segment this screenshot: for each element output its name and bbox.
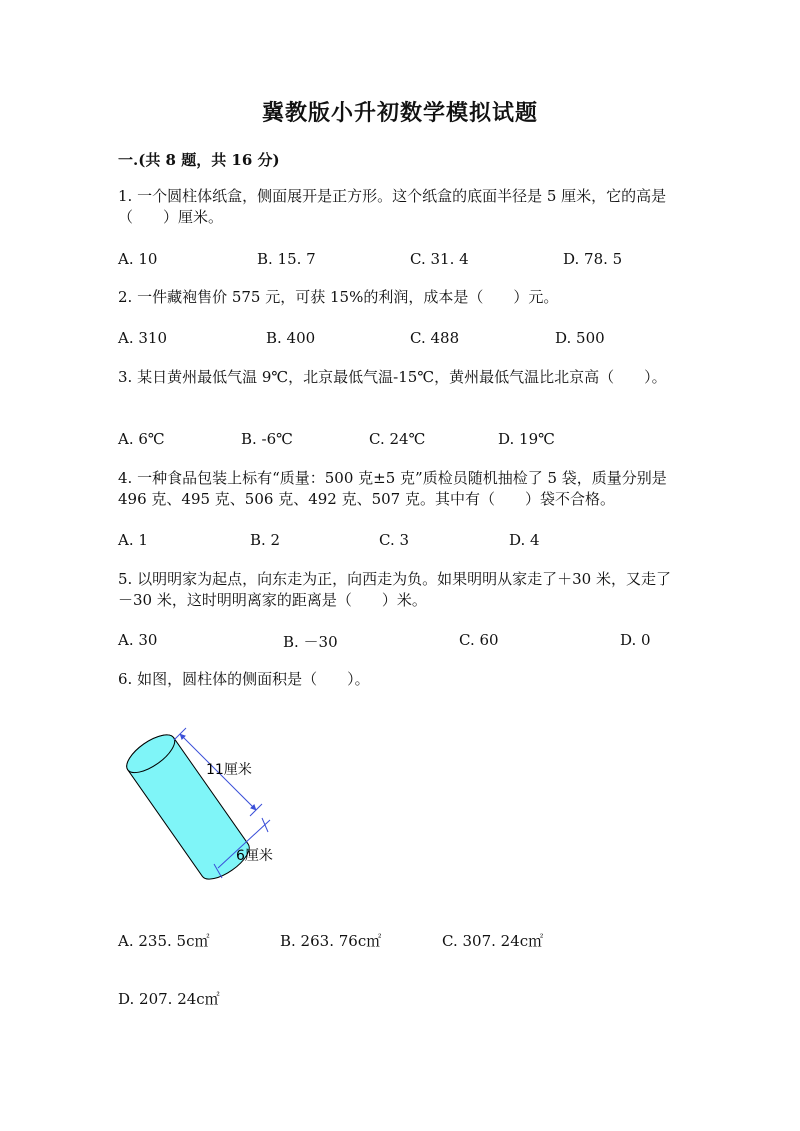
page-title: 冀教版小升初数学模拟试题 bbox=[261, 100, 538, 126]
cylinder-shape bbox=[121, 728, 255, 886]
question-6-text: 6. 如图，圆柱体的侧面积是（ ）。 bbox=[118, 670, 370, 688]
question-4-text: 4. 一种食品包装上标有“质量：500 克±5 克”质检员随机抽检了 5 袋，质量分别是 496 克、495 克、506 克、492 克、507 克。其中有（ ）袋不合格。 bbox=[118, 469, 667, 508]
question-1-text: 1. 一个圆柱体纸盒，侧面展开是正方形。这个纸盒的底面半径是 5 厘米，它的高是（ ）厘米。 bbox=[118, 187, 667, 226]
q4-option-a[interactable]: A. 1 bbox=[118, 531, 148, 549]
q5-option-d[interactable]: D. 0 bbox=[620, 631, 651, 649]
question-3-text: 3. 某日黄州最低气温 9℃，北京最低气温-15℃，黄州最低气温比北京高（ ）。 bbox=[118, 368, 667, 386]
q4-option-c[interactable]: C. 3 bbox=[379, 531, 410, 549]
q4-option-b[interactable]: B. 2 bbox=[250, 531, 281, 549]
length-label: 11厘米 bbox=[206, 762, 252, 778]
q6-option-a[interactable]: A. 235. 5c㎡ bbox=[118, 932, 210, 950]
q3-option-d[interactable]: D. 19℃ bbox=[498, 430, 555, 448]
q5-option-c[interactable]: C. 60 bbox=[459, 631, 499, 649]
q5-option-a[interactable]: A. 30 bbox=[118, 631, 158, 649]
cylinder-figure bbox=[118, 722, 298, 890]
q2-option-c[interactable]: C. 488 bbox=[410, 329, 460, 347]
q1-option-b[interactable]: B. 15. 7 bbox=[257, 250, 316, 268]
q6-option-b[interactable]: B. 263. 76c㎡ bbox=[280, 932, 382, 950]
q5-option-b[interactable]: B. －30 bbox=[283, 633, 338, 651]
section-heading: 一.(共 8 题，共 16 分) bbox=[118, 151, 280, 169]
q3-option-a[interactable]: A. 6℃ bbox=[118, 430, 165, 448]
q1-option-d[interactable]: D. 78. 5 bbox=[563, 250, 623, 268]
q3-option-b[interactable]: B. -6℃ bbox=[241, 430, 293, 448]
q6-option-d[interactable]: D. 207. 24c㎡ bbox=[118, 990, 220, 1008]
q1-option-c[interactable]: C. 31. 4 bbox=[410, 250, 469, 268]
question-2-text: 2. 一件藏袍售价 575 元，可获 15%的利润，成本是（ ）元。 bbox=[118, 288, 559, 306]
q3-option-c[interactable]: C. 24℃ bbox=[369, 430, 426, 448]
cylinder-diagram bbox=[118, 722, 298, 890]
question-5-text: 5. 以明明家为起点，向东走为正，向西走为负。如果明明从家走了＋30 米，又走了－30 米，这时明明离家的距离是（ ）米。 bbox=[118, 570, 671, 609]
q6-option-c[interactable]: C. 307. 24c㎡ bbox=[442, 932, 544, 950]
q4-option-d[interactable]: D. 4 bbox=[509, 531, 540, 549]
q2-option-d[interactable]: D. 500 bbox=[555, 329, 605, 347]
q1-option-a[interactable]: A. 10 bbox=[118, 250, 158, 268]
diameter-label: 6厘米 bbox=[236, 848, 273, 864]
q2-option-a[interactable]: A. 310 bbox=[118, 329, 167, 347]
q2-option-b[interactable]: B. 400 bbox=[266, 329, 316, 347]
